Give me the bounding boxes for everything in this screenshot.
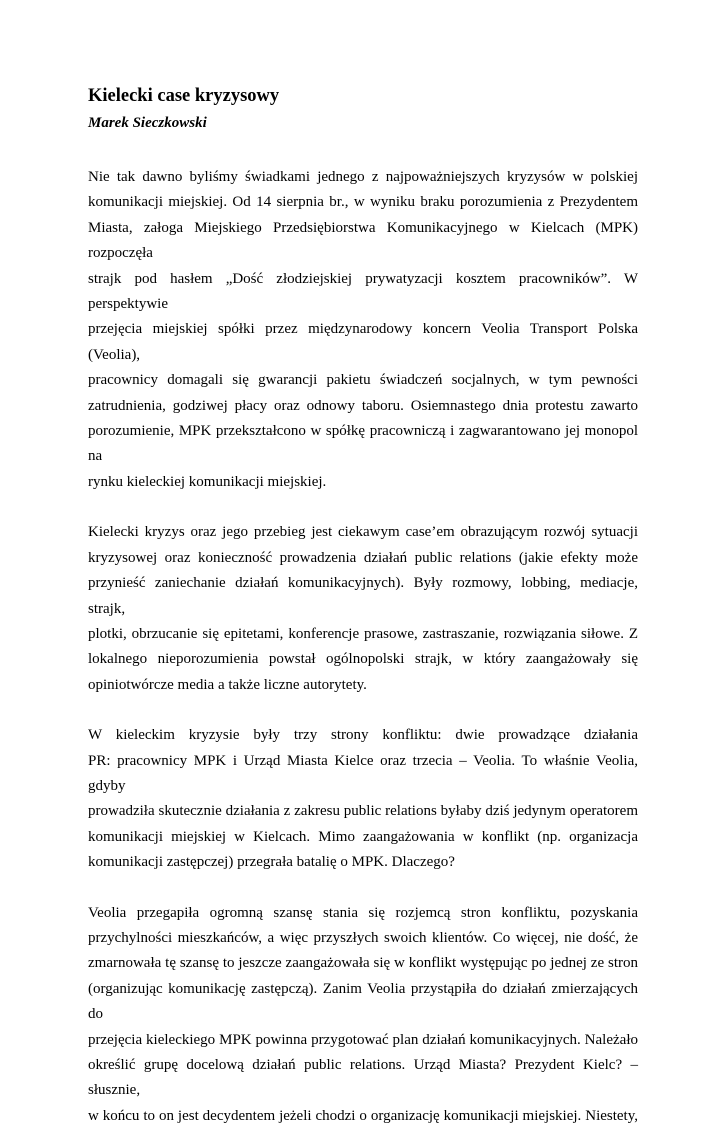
paragraph-4 — [88, 901, 638, 1129]
text-line: lokalnego nieporozumienia powstał ogólnopolski strajk, w który zaangażowały się — [88, 651, 638, 668]
text-line: porozumienie, MPK przekształcono w spółkę pracowniczą i zagwarantowano jej monopol na — [88, 423, 638, 465]
text-line: przynieść zaniechanie działań komunikacyjnych). Były rozmowy, lobbing, mediacje, strajk, — [88, 575, 638, 617]
text-line: prowadziła skutecznie działania z zakresu public relations byłaby dziś jedynym operatorem — [88, 803, 638, 820]
text-line: przychylności mieszkańców, a więc przyszłych swoich klientów. Co więcej, nie dość, że — [88, 929, 638, 946]
paragraph-3 — [88, 723, 638, 875]
text-line: (organizując komunikację zastępczą). Zanim Veolia przystąpiła do działań zmierzających do — [88, 980, 638, 1023]
text-line: W kieleckim kryzysie były trzy strony konfliktu: dwie prowadzące działania — [88, 727, 638, 744]
text-line: kryzysowej oraz konieczność prowadzenia działań public relations (jakie efekty może — [88, 549, 638, 566]
text-line: opiniotwórcze media a także liczne autorytety. — [88, 676, 367, 693]
document-page — [88, 84, 638, 1129]
text-line: plotki, obrzucanie się epitetami, konferencje prasowe, zastraszanie, rozwiązania siłowe. Z — [88, 625, 638, 642]
text-line: w końcu to on jest decydentem jeżeli chodzi o organizację komunikacji miejskiej. Niestety, — [88, 1107, 638, 1124]
text-line: Miasta, załoga Miejskiego Przedsiębiorstwa Komunikacyjnego w Kielcach (MPK) rozpoczęła — [88, 219, 638, 262]
text-line: PR: pracownicy MPK i Urząd Miasta Kielce oraz trzecia – Veolia. To właśnie Veolia, gdyby — [88, 752, 638, 794]
text-line: komunikacji miejskiej w Kielcach. Mimo zaangażowania w konflikt (np. organizacja — [88, 828, 638, 845]
text-line: komunikacji miejskiej. Od 14 sierpnia br., w wyniku braku porozumienia z Prezydentem — [88, 194, 638, 211]
text-line: Veolia przegapiła ogromną szansę stania się rozjemcą stron konfliktu, pozyskania — [88, 904, 638, 921]
text-line: przejęcia kieleckiego MPK powinna przygotować plan działań komunikacyjnych. Należało — [88, 1031, 638, 1048]
text-line: przejęcia miejskiej spółki przez międzynarodowy koncern Veolia Transport Polska (Veolia), — [88, 321, 638, 363]
text-line: pracownicy domagali się gwarancji pakietu świadczeń socjalnych, w tym pewności — [88, 372, 638, 389]
paragraph-2 — [88, 520, 638, 698]
document-title: Kielecki case kryzysowy — [88, 86, 280, 106]
text-line: określić grupę docelową działań public relations. Urząd Miasta? Prezydent Kielc? – słusznie, — [88, 1057, 638, 1099]
text-line: zatrudnienia, godziwej płacy oraz odnowy taboru. Osiemnastego dnia protestu zawarto — [88, 397, 638, 414]
paragraph-1 — [88, 165, 638, 495]
text-line: Kielecki kryzys oraz jego przebieg jest ciekawym case’em obrazującym rozwój sytuacji — [88, 524, 638, 541]
text-line: rynku kieleckiej komunikacji miejskiej. — [88, 473, 327, 490]
text-line: Nie tak dawno byliśmy świadkami jednego z najpoważniejszych kryzysów w polskiej — [88, 169, 638, 185]
text-line: komunikacji zastępczej) przegrała batalię o MPK. Dlaczego? — [88, 854, 455, 871]
text-line: zmarnowała tę szansę to jeszcze zaangażowała się w konflikt występując po jednej ze stron — [88, 955, 638, 972]
text-line: strajk pod hasłem „Dość złodziejskiej prywatyzacji kosztem pracowników”. W perspektywie — [88, 270, 638, 313]
document-author: Marek Sieczkowski — [88, 115, 207, 131]
